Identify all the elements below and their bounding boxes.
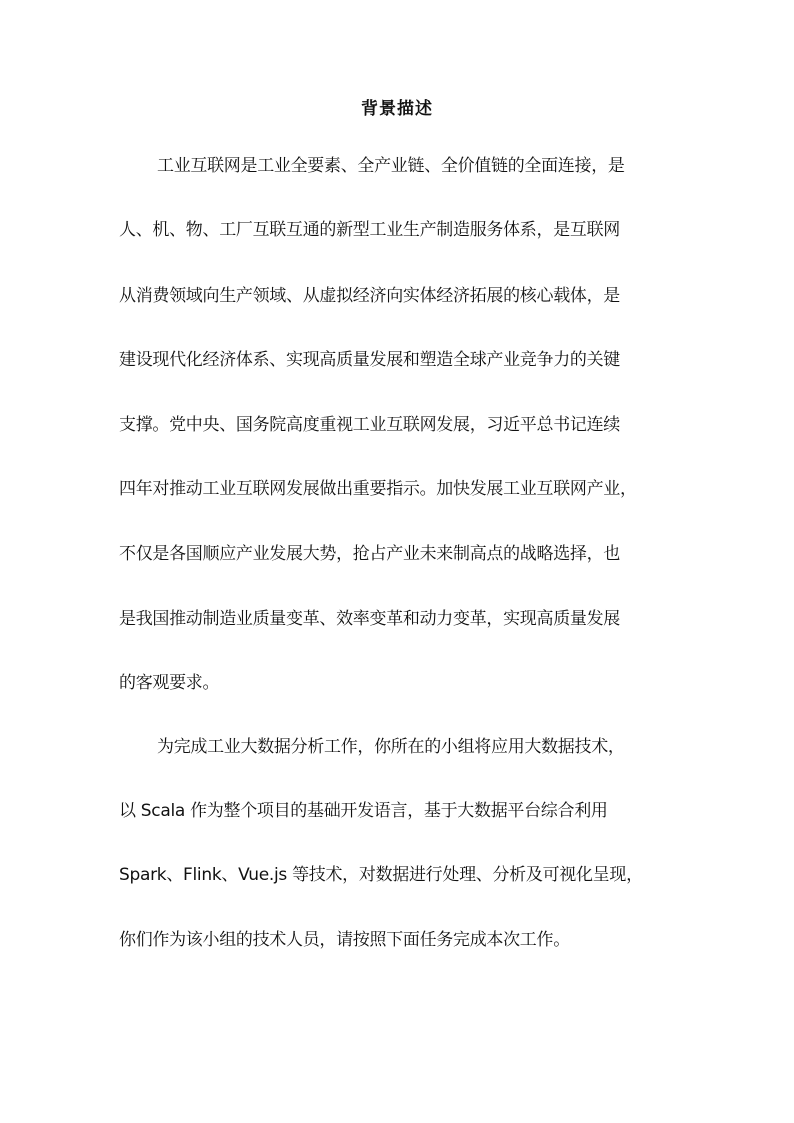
- paragraph-1-line-4: 建设现代化经济体系、实现高质量发展和塑造全球产业竞争力的关键: [119, 350, 620, 370]
- paragraph-1-line-9: 的客观要求。: [119, 673, 220, 693]
- paragraph-1-line-7: 不仅是各国顺应产业发展大势，抢占产业未来制高点的战略选择，也: [119, 544, 620, 564]
- document-title: 背景描述: [361, 99, 433, 119]
- paragraph-1-line-6: 四年对推动工业互联网发展做出重要指示。加快发展工业互联网产业，: [119, 479, 637, 499]
- paragraph-1-line-5: 支撑。党中央、国务院高度重视工业互联网发展，习近平总书记连续: [119, 415, 620, 435]
- paragraph-1-line-3: 从消费领域向生产领域、从虚拟经济向实体经济拓展的核心载体，是: [119, 286, 620, 306]
- paragraph-2-line-2: 以 Scala 作为整个项目的基础开发语言，基于大数据平台综合利用: [119, 801, 608, 821]
- paragraph-2-line-4: 你们作为该小组的技术人员，请按照下面任务完成本次工作。: [119, 930, 570, 950]
- paragraph-1-line-2: 人、机、物、工厂互联互通的新型工业生产制造服务体系，是互联网: [119, 220, 620, 240]
- paragraph-2-line-3: Spark、Flink、Vue.js 等技术，对数据进行处理、分析及可视化呈现，: [119, 865, 643, 885]
- paragraph-1-line-1: 工业互联网是工业全要素、全产业链、全价值链的全面连接，是: [157, 156, 625, 176]
- paragraph-1-line-8: 是我国推动制造业质量变革、效率变革和动力变革，实现高质量发展: [119, 609, 620, 629]
- paragraph-2-line-1: 为完成工业大数据分析工作，你所在的小组将应用大数据技术，: [157, 737, 625, 757]
